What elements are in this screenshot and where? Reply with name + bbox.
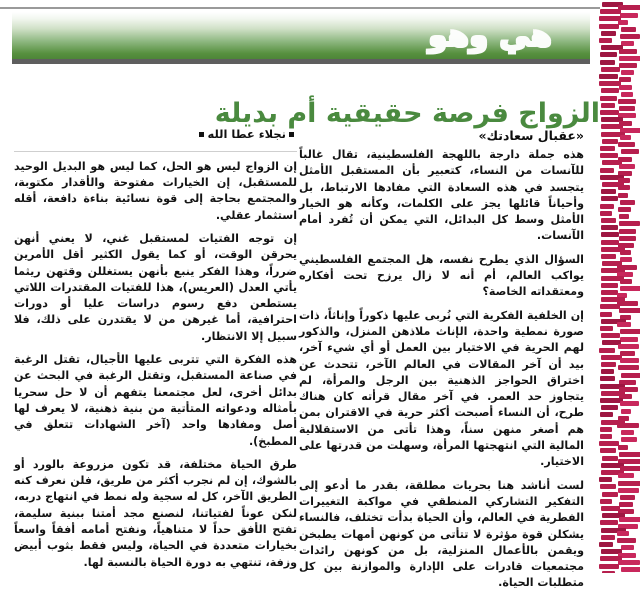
column-left [14, 128, 297, 571]
paragraph: السؤال الذي يطرح نفسه، هل المجتمع الفلسطيني يواكب العالم، أم أنه لا زال يرزح تحت أفكاره ومعتقداته الخاصة؟ [299, 252, 584, 299]
paragraph: هذه جملة دارجة باللهجة الفلسطينية، تقال غالباً للآنسات من النساء، كتعبير بأن المستقبل الأمثل يتجسد في هذه السعادة التي مفادها الارتباط، بل وأحياناً قائلها يجز على الكلمات، وكأنه هو الخيار الأمثل وسط كل البدائل، التي يمكن أن تُفرد أمام الآنسات. [299, 148, 584, 243]
column-right [299, 128, 584, 592]
decorative-stripe-pattern [598, 0, 640, 573]
masthead-title: هي وهو [428, 18, 552, 54]
masthead-banner [12, 12, 590, 59]
paragraph: إن توجه الفتيات لمستقبل غني، لا يعني أنهن يحرقن الوقت، أو كما يقول الكثير أقل الأمرين ضرراً، وهذا الفكر ينبع بأنهن يستغللن وقتهن ريثما يأتي العدل (العريس)، هذا للفتيات المقتدرات اللاتي يستطعن دفع رسوم دراسات عليا أو دورات احترافية، أما غيرهن من لا يقتدرن على ذلك، فلا سبيل إلا الانتظار. [14, 231, 297, 343]
page-title: الزواج فرصة حقيقية أم بديلة [214, 98, 600, 130]
byline-author: نجلاء عطا الله [207, 127, 286, 141]
paragraph: لست أناشد هنا بحريات مطلقة، بقدر ما أدعو إلى التفكير التشاركي المنطقي في مواكبة التغييرات الفطرية في العالم، وأن الحياة بدأت تختلف، فالنساء يشكلن قوة مؤثرة لا تتأتى من كونهن أمهات يطبخن ويقمن بالأعمال المنزلية، بل من كونهن رائدات مجتمعيات قادرات على الإدارة والموازنة بين كل متطلبات الحياة. [299, 478, 584, 590]
byline-divider [14, 151, 297, 152]
top-divider-rule [0, 7, 600, 9]
paragraph: هذه الفكرة التي تتربى عليها الأجيال، تقتل الرغبة في صناعة المستقبل، وتقتل الرغبة في البحث عن بدائل أخرى، لعل مجتمعنا يتفهم أن لا حل سحريا بأمثاله ودعواته المتأتية من بنية ذهنية، لا يعرف لها أصل ومفادها واحد (آخر الشهادات تتعلق في المطبخ). [14, 353, 297, 448]
paragraph: إن الزواج ليس هو الحل، كما ليس هو البديل الوحيد للمستقبل، إن الخيارات مفتوحة والأقدار مكتوبة، والمجتمع بحاجة إلى قوة نسائية بناءة دافعة، أقله استثمار عقلي. [14, 159, 297, 222]
section-kicker: «عقبال سعادتك» [478, 128, 584, 143]
byline-square-icon [199, 132, 204, 137]
masthead-base-rule [12, 59, 590, 64]
byline-square-icon [289, 132, 294, 137]
paragraph: طرق الحياة مختلفة، قد تكون مزروعة بالورد أو بالشوك، إن لم نجرب أكثر من طريق، فلن نعرف كنه الطريق الآخر، كل له سجية وله نمط في انتهاج دربه، لنكن عوناً لفتياتنا، لنصنع مجد أمتنا ببنية سليمة، تفتح الأفق حداً لا متناهياً، ونفتح أمامه أفقاً واسعاً بخيارات متعددة في الحياة، وليس فقط بثوب أبيض وزفة، تنتهي به دورة الحياة بالنسبة لها. [14, 457, 297, 569]
article-body [0, 127, 598, 590]
byline [14, 128, 297, 142]
paragraph: إن الخلفية الفكرية التي نُربى عليها ذكوراً وإناثاً، ذات صورة نمطية واحدة، الإناث ملاذهن المنزل، والذكور لهم الحرية في الاختيار بين العمل أو أي شيء آخر، بيد أن آخر المقالات في العالم الآخر، تتحدث عن اختراق الحواجز الذهنية بين الرجل والمرأة، لم يتجاوز حد العمر. في آخر مقال قرأته كان هناك طرح، أن النساء أصبحت أكثر حرية في الاقتران بمن هم أصغر منهن سناً، وهذا تأتى من الاستقلالية المالية التي انتهجتها المرأة، وسهلت من قدرتها على الاختيار. [299, 308, 584, 469]
